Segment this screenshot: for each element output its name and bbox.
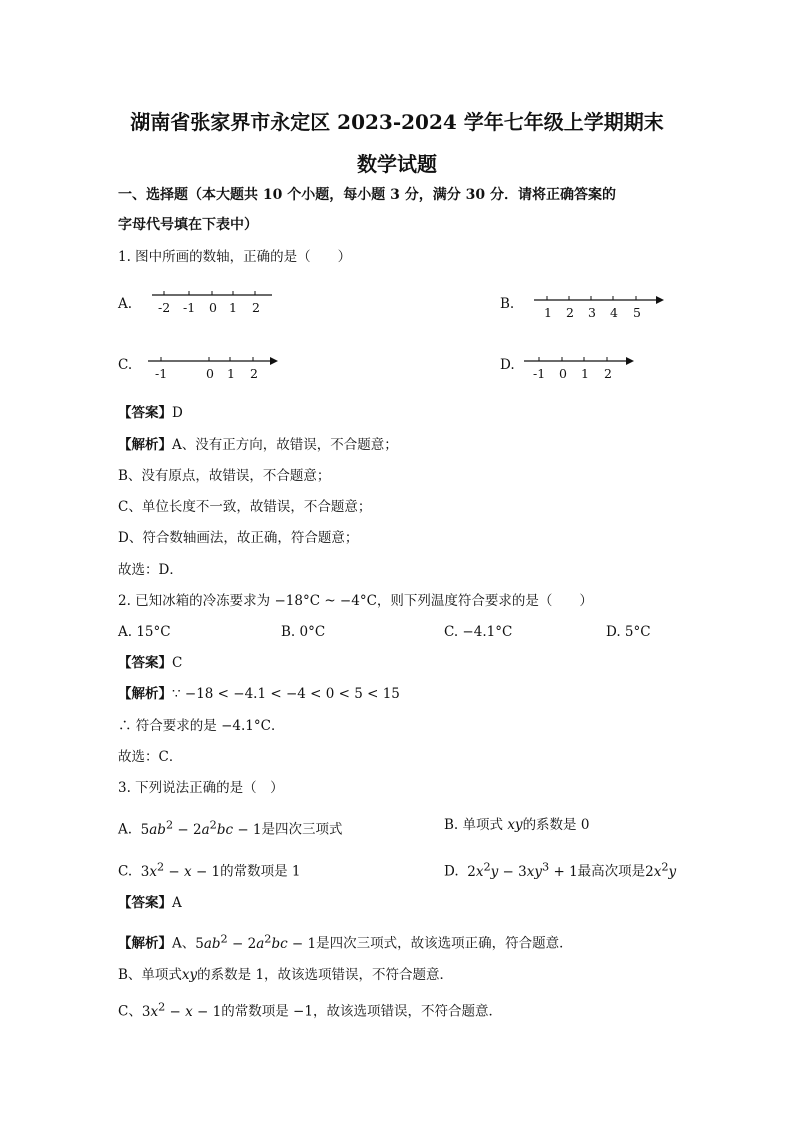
q1-b-tick-label: 4	[610, 305, 618, 320]
q1-option-d-number-line	[522, 354, 642, 384]
q3-option-d	[444, 858, 676, 881]
option-label: A.	[118, 821, 133, 838]
q1-b-tick-label: 2	[566, 305, 574, 320]
answer-tag: 【答案】	[118, 405, 172, 421]
q1-analysis-2: B、没有原点，故错误，不合题意；	[118, 468, 331, 484]
q3-analysis-expression: xy	[181, 967, 198, 983]
q3-analysis-expression: $3x^2 - x - 1$	[141, 1000, 222, 1020]
analysis-tag: 【解析】	[118, 437, 172, 453]
document-title-line1: 湖南省张家界市永定区 2023-2024 学年七年级上学期期末	[130, 110, 664, 134]
q2-analysis-1	[118, 685, 400, 703]
q3-option-a	[118, 816, 343, 839]
option-text: 的常数项是 1	[220, 863, 301, 880]
q1-answer	[118, 404, 183, 422]
q1-option-a-number-line	[150, 288, 280, 318]
q1-stem: 1. 图中所画的数轴，正确的是（ ）	[118, 249, 352, 265]
section-heading-cont: 字母代号填在下表中）	[118, 217, 258, 233]
q1-a-tick-label: 1	[229, 300, 237, 315]
q2-analysis-text: ∵ −18 < −4.1 < −4 < 0 < 5 < 15	[172, 686, 400, 702]
q1-d-tick-label: 2	[604, 366, 612, 381]
q1-a-tick-label: -1	[183, 300, 196, 315]
q1-b-tick-label: 5	[633, 305, 641, 320]
q3-analysis-1	[118, 930, 573, 953]
q1-option-b-number-line	[532, 293, 672, 323]
q3-option-b	[444, 816, 589, 834]
answer-tag: 【答案】	[118, 895, 172, 911]
q3-option-c	[118, 858, 301, 881]
q1-b-tick-label: 1	[544, 305, 552, 320]
q1-c-tick-label: -1	[155, 366, 168, 381]
q3-c-expression: $3x^2 - x - 1$	[140, 860, 221, 880]
q1-a-tick-label: -2	[158, 300, 171, 315]
q1-analysis-3: C、单位长度不一致，故错误，不合题意；	[118, 499, 372, 515]
analysis-text: 的系数是 1，故该选项错误，不符合题意．	[197, 967, 454, 983]
q1-option-a-label: A.	[118, 296, 133, 312]
q3-stem: 3. 下列说法正确的是（ ）	[118, 780, 284, 796]
analysis-prefix: C、	[118, 1003, 142, 1020]
q3-d-term: $2x^2y$	[645, 860, 677, 880]
q2-option-d: D. 5°C	[606, 624, 651, 640]
q1-d-tick-label: 1	[581, 366, 589, 381]
q3-analysis-2	[118, 966, 453, 984]
q2-conclusion: 故选：C．	[118, 749, 183, 765]
analysis-tag: 【解析】	[118, 935, 172, 952]
option-label: D.	[444, 863, 459, 880]
q1-option-c-label: C.	[118, 357, 133, 373]
document-title-line2: 数学试题	[357, 152, 437, 176]
q1-analysis-4: D、符合数轴画法，故正确，符合题意；	[118, 530, 359, 546]
option-text: 最高次项是	[577, 863, 646, 880]
q1-answer-value: D	[172, 405, 183, 421]
q1-analysis-1	[118, 436, 398, 454]
q3-d-expression: $2x^2y - 3xy^3 + 1$	[467, 860, 578, 880]
option-text: 的系数是 0	[522, 817, 590, 833]
analysis-tag: 【解析】	[118, 686, 172, 702]
q1-a-tick-label: 0	[209, 300, 217, 315]
q2-option-a: A. 15°C	[118, 624, 171, 640]
q1-option-c-number-line	[146, 354, 286, 384]
q2-option-b: B. 0°C	[281, 624, 326, 640]
q2-stem: 2. 已知冰箱的冷冻要求为 −18°C ~ −4°C，则下列温度符合要求的是（ ）	[118, 593, 593, 609]
q1-d-tick-label: 0	[559, 366, 567, 381]
q1-c-tick-label: 0	[206, 366, 214, 381]
q2-option-c: C. −4.1°C	[444, 624, 513, 640]
answer-tag: 【答案】	[118, 655, 172, 671]
q3-answer-value: A	[172, 895, 182, 911]
q1-c-tick-label: 2	[250, 366, 258, 381]
q2-answer-value: C	[172, 655, 183, 671]
q1-conclusion: 故选：D．	[118, 562, 183, 578]
q3-analysis-expression: $5ab^2 - 2a^2bc - 1$	[195, 932, 317, 952]
q2-analysis-2: ∴ 符合要求的是 −4.1°C．	[118, 718, 285, 734]
q2-answer	[118, 654, 182, 672]
option-label: B. 单项式	[444, 817, 504, 833]
q3-a-expression: $5ab^2 - 2a^2bc - 1$	[140, 818, 262, 838]
analysis-prefix: B、单项式	[118, 967, 182, 983]
q1-b-tick-label: 3	[588, 305, 596, 320]
q1-d-tick-label: -1	[533, 366, 546, 381]
option-text: 是四次三项式	[261, 821, 343, 838]
q1-option-b-label: B.	[500, 296, 515, 312]
q1-option-d-label: D.	[500, 357, 515, 373]
option-label: C.	[118, 863, 133, 880]
q1-c-tick-label: 1	[227, 366, 235, 381]
q3-b-expression: xy	[507, 817, 523, 833]
analysis-text: 的常数项是 −1，故该选项错误，不符合题意．	[221, 1003, 502, 1020]
analysis-prefix: A、	[172, 935, 196, 952]
q3-answer	[118, 894, 182, 912]
q1-analysis-text: A、没有正方向，故错误，不合题意；	[172, 437, 398, 453]
q1-a-tick-label: 2	[252, 300, 260, 315]
analysis-text: 是四次三项式，故该选项正确，符合题意．	[316, 935, 573, 952]
q3-analysis-3	[118, 998, 502, 1021]
section-heading: 一、选择题（本大题共 10 个小题，每小题 3 分，满分 30 分．请将正确答案的	[118, 187, 616, 203]
